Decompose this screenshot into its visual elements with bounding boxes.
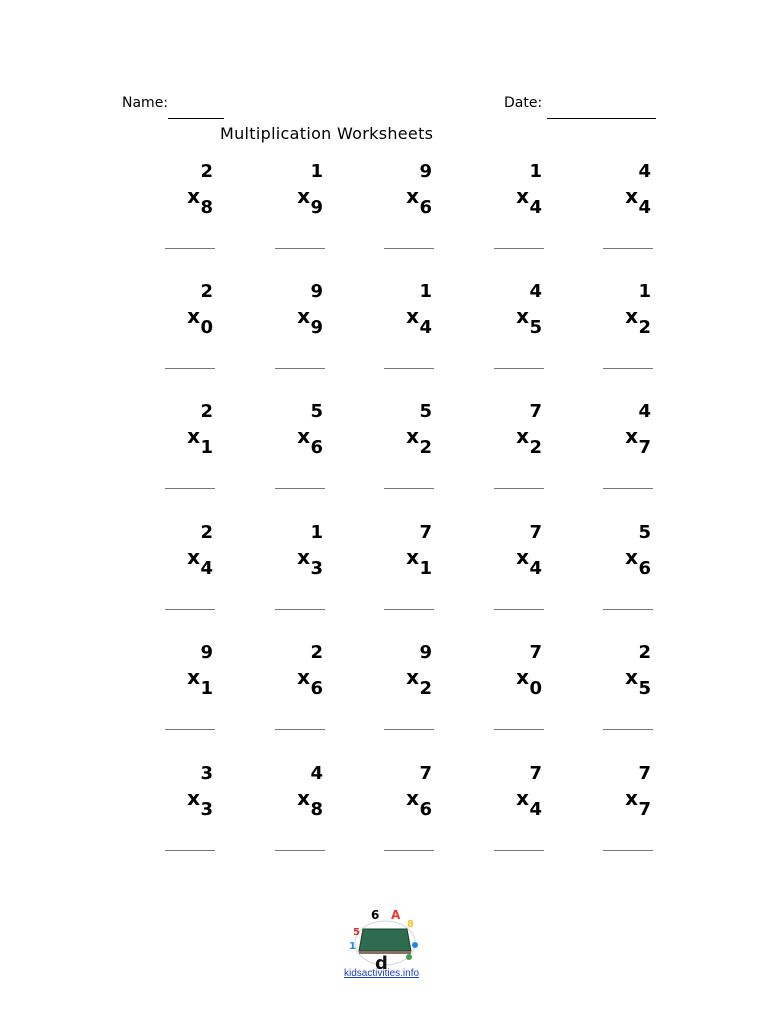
multiplicand: 2 [200,401,213,422]
times-symbol: x [297,786,310,810]
problem-cell [269,642,329,742]
times-symbol: x [187,304,200,328]
multiplicand: 1 [638,281,651,302]
multiplier: 6 [310,678,323,699]
logo-char: d [375,953,388,971]
times-symbol: x [516,786,529,810]
problem-cell [269,401,329,501]
multiplier: 9 [310,197,323,218]
problem-cell [159,522,219,622]
times-symbol: x [297,304,310,328]
multiplier: 5 [529,317,542,338]
problem-cell [597,161,657,261]
problem-cell [597,642,657,742]
multiplicand: 4 [638,161,651,182]
logo-char: 8 [407,919,414,930]
multiplicand: 7 [419,522,432,543]
answer-line [165,850,215,851]
multiplier: 1 [419,558,432,579]
answer-line [165,729,215,730]
answer-line [384,609,434,610]
problem-cell [378,763,438,863]
times-symbol: x [516,665,529,689]
problem-cell [378,522,438,622]
answer-line [494,248,544,249]
multiplicand: 2 [200,522,213,543]
times-symbol: x [625,304,638,328]
answer-line [384,248,434,249]
answer-line [603,488,653,489]
times-symbol: x [187,184,200,208]
problem-cell [378,161,438,261]
worksheet-title: Multiplication Worksheets [220,124,434,143]
problem-cell [488,281,548,381]
problem-cell [269,281,329,381]
multiplier: 2 [529,437,542,458]
multiplicand: 2 [200,161,213,182]
multiplier: 4 [529,799,542,820]
answer-line [275,850,325,851]
answer-line [275,488,325,489]
problem-cell [159,281,219,381]
problem-cell [488,642,548,742]
times-symbol: x [516,424,529,448]
multiplier: 2 [419,437,432,458]
times-symbol: x [406,184,419,208]
multiplicand: 4 [529,281,542,302]
answer-line [384,850,434,851]
site-link[interactable]: kidsactivities.info [344,968,420,979]
multiplier: 0 [200,317,213,338]
multiplicand: 1 [529,161,542,182]
times-symbol: x [297,545,310,569]
answer-line [384,368,434,369]
logo-char: A [391,908,401,922]
problem-cell [488,522,548,622]
times-symbol: x [516,545,529,569]
multiplier: 7 [638,437,651,458]
answer-line [603,729,653,730]
problem-cell [378,401,438,501]
times-symbol: x [625,545,638,569]
problem-cell [269,522,329,622]
times-symbol: x [625,184,638,208]
problem-cell [597,401,657,501]
multiplicand: 2 [310,642,323,663]
times-symbol: x [625,424,638,448]
times-symbol: x [406,424,419,448]
multiplicand: 4 [310,763,323,784]
answer-line [603,248,653,249]
multiplier: 1 [200,437,213,458]
problem-cell [159,161,219,261]
multiplicand: 2 [200,281,213,302]
multiplier: 0 [529,678,542,699]
multiplicand: 5 [638,522,651,543]
multiplier: 6 [419,799,432,820]
logo-char: 1 [349,941,356,952]
answer-line [603,609,653,610]
problem-cell [159,642,219,742]
times-symbol: x [297,184,310,208]
multiplicand: 2 [638,642,651,663]
date-label: Date: [504,95,543,111]
answer-line [384,729,434,730]
multiplicand: 9 [200,642,213,663]
answer-line [494,850,544,851]
multiplicand: 5 [419,401,432,422]
answer-line [603,850,653,851]
multiplier: 2 [419,678,432,699]
kids-activities-logo [345,905,425,971]
multiplicand: 7 [529,522,542,543]
multiplicand: 1 [310,522,323,543]
multiplier: 6 [419,197,432,218]
problem-cell [488,763,548,863]
answer-line [275,729,325,730]
times-symbol: x [187,424,200,448]
times-symbol: x [406,545,419,569]
multiplicand: 7 [529,763,542,784]
multiplicand: 3 [200,763,213,784]
times-symbol: x [406,786,419,810]
answer-line [165,368,215,369]
logo-char: 5 [353,927,360,938]
multiplier: 8 [310,799,323,820]
problem-cell [159,763,219,863]
multiplier: 5 [638,678,651,699]
multiplicand: 7 [529,642,542,663]
answer-line [603,368,653,369]
problem-cell [269,161,329,261]
multiplicand: 7 [638,763,651,784]
answer-line [165,488,215,489]
answer-line [165,248,215,249]
answer-line [494,488,544,489]
times-symbol: x [187,786,200,810]
problem-cell [488,401,548,501]
answer-line [384,488,434,489]
multiplier: 4 [529,197,542,218]
answer-line [275,609,325,610]
times-symbol: x [187,665,200,689]
problem-cell [597,522,657,622]
problem-cell [159,401,219,501]
multiplicand: 9 [419,161,432,182]
problem-cell [597,281,657,381]
multiplier: 9 [310,317,323,338]
problem-cell [378,642,438,742]
problem-cell [269,763,329,863]
multiplier: 6 [310,437,323,458]
multiplier: 1 [200,678,213,699]
multiplicand: 7 [529,401,542,422]
multiplicand: 9 [419,642,432,663]
multiplicand: 1 [310,161,323,182]
times-symbol: x [406,665,419,689]
times-symbol: x [625,786,638,810]
multiplier: 6 [638,558,651,579]
times-symbol: x [625,665,638,689]
multiplier: 4 [419,317,432,338]
multiplier: 2 [638,317,651,338]
times-symbol: x [297,424,310,448]
times-symbol: x [516,304,529,328]
answer-line [494,609,544,610]
multiplier: 7 [638,799,651,820]
answer-line [275,368,325,369]
multiplier: 8 [200,197,213,218]
name-label: Name: [122,95,169,111]
times-symbol: x [516,184,529,208]
multiplicand: 5 [310,401,323,422]
times-symbol: x [406,304,419,328]
answer-line [494,368,544,369]
multiplicand: 4 [638,401,651,422]
problem-cell [378,281,438,381]
multiplier: 4 [638,197,651,218]
multiplier: 4 [529,558,542,579]
times-symbol: x [187,545,200,569]
answer-line [494,729,544,730]
logo-char: 6 [371,908,380,922]
multiplier: 3 [310,558,323,579]
answer-line [165,609,215,610]
multiplicand: 7 [419,763,432,784]
answer-line [275,248,325,249]
multiplicand: 1 [419,281,432,302]
multiplicand: 9 [310,281,323,302]
multiplier: 4 [200,558,213,579]
multiplier: 3 [200,799,213,820]
problem-cell [488,161,548,261]
times-symbol: x [297,665,310,689]
problem-cell [597,763,657,863]
